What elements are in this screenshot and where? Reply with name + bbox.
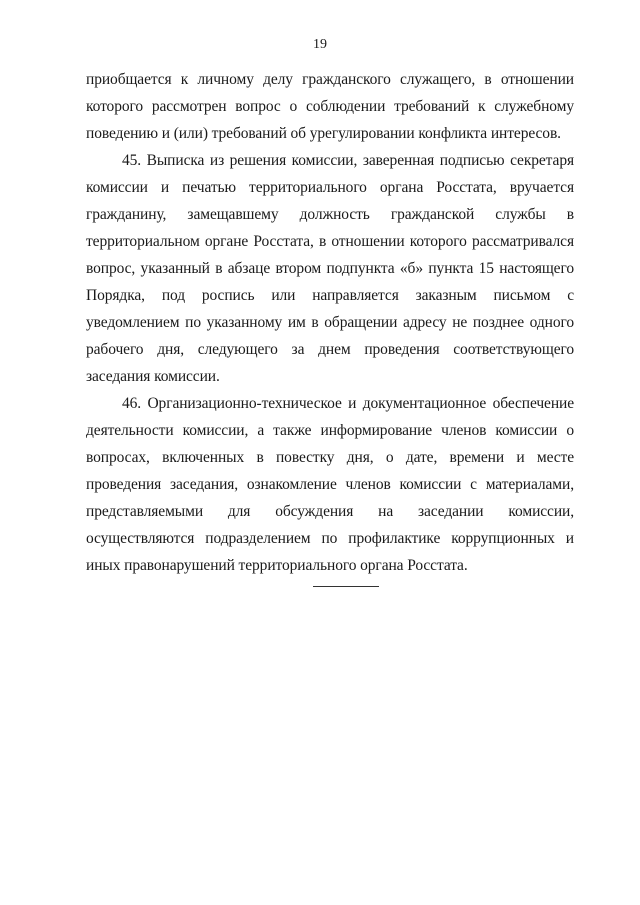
paragraph-46: 46. Организационно-техническое и документационное обеспечение деятельности комиссии, а также информирование членов комиссии о вопросах, включенных в повестку дня, о дате, времени и месте проведения заседания, ознакомление членов комиссии с материалами, представляемыми для обсуждения на заседании комиссии, осуществляются подразделением по профилактике коррупционных и иных правонарушений территориального органа Росстата. bbox=[86, 395, 574, 574]
paragraph-continuation: приобщается к личному делу гражданского служащего, в отношении которого рассмотрен вопрос о соблюдении требований к служебному поведению и (или) требований об урегулировании конфликта интересов. bbox=[86, 71, 574, 142]
paragraph-45: 45. Выписка из решения комиссии, заверенная подписью секретаря комиссии и печатью территориального органа Росстата, вручается гражданину, замещавшему должность гражданской службы в территориальном органе Росстата, в отношении которого рассматривался вопрос, указанный в абзаце втором подпункта «б» пункта 15 настоящего Порядка, под роспись или направляется заказным письмом с уведомлением по указанному им в обращении адресу не позднее одного рабочего дня, следующего за днем проведения соответствующего заседания комиссии. bbox=[86, 152, 574, 385]
page-number: 19 bbox=[313, 37, 327, 52]
document-body bbox=[86, 66, 574, 579]
end-separator-line bbox=[313, 586, 379, 587]
